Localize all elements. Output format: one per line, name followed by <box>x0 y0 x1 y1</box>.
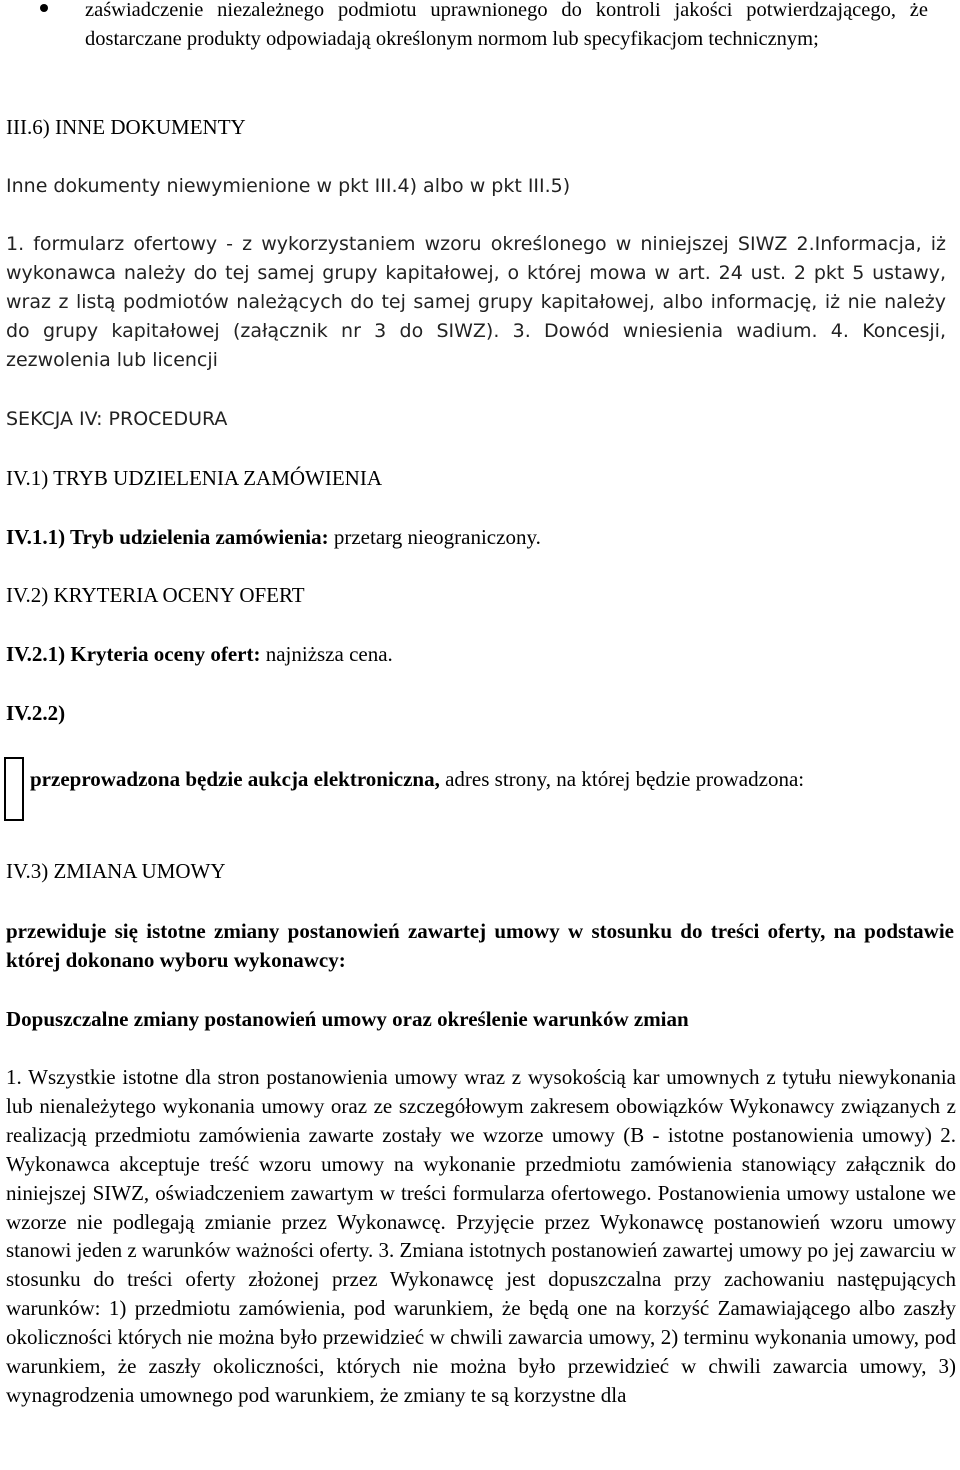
section-title-iv: SEKCJA IV: PROCEDURA <box>6 408 228 430</box>
section-heading-iv1: IV.1) TRYB UDZIELENIA ZAMÓWIENIA <box>6 466 383 490</box>
section-iii6-intro: Inne dokumenty niewymienione w pkt III.4) albo w pkt III.5) <box>6 175 571 197</box>
iv3-statement: przewiduje się istotne zmiany postanowień zawartej umowy w stosunku do treści oferty, na podstawie której dokonano wyboru wykonawcy: <box>6 919 954 972</box>
auction-checkbox[interactable] <box>4 757 24 821</box>
section-heading-iv2: IV.2) KRYTERIA OCENY OFERT <box>6 583 305 607</box>
iv22-label: IV.2.2) <box>6 701 66 725</box>
section-heading-iii6: III.6) INNE DOKUMENTY <box>6 115 246 139</box>
iv11-label: IV.1.1) Tryb udzielenia zamówienia: <box>6 525 329 549</box>
auction-rest: adres strony, na której będzie prowadzona: <box>445 767 805 791</box>
section-iii6-text: 1. formularz ofertowy - z wykorzystaniem wzoru określonego w niniejszej SIWZ 2.Informacja, iż wykonawca należy do tej samej grupy kapitałowej, o której mowa w art. 24 ust. 2 pkt 5 ustawy, wraz z listą podmiotów należących do tej samej grupy kapitałowej, albo informację, iż nie należy do grupy kapitałowej (załącznik nr 3 do SIWZ). 3. Dowód wniesienia wadium. 4. Koncesji, zezwolenia lub licencji <box>6 233 946 371</box>
bullet-text: zaświadczenie niezależnego podmiotu uprawnionego do kontroli jakości potwierdzającego, że dostarczane produkty odpowiadają określonym normom lub specyfikacjom technicznym; <box>85 0 928 50</box>
section-heading-iv3: IV.3) ZMIANA UMOWY <box>6 859 226 883</box>
bullet-icon <box>40 4 48 12</box>
auction-bold: przeprowadzona będzie aukcja elektroniczna, <box>30 767 440 791</box>
auction-text <box>30 765 880 794</box>
iv21-value: najniższa cena. <box>265 642 393 666</box>
iv3-subheading: Dopuszczalne zmiany postanowień umowy oraz określenie warunków zmian <box>6 1007 689 1031</box>
iv21-row <box>6 640 954 669</box>
iv21-label: IV.2.1) Kryteria oceny ofert: <box>6 642 261 666</box>
iv11-value: przetarg nieograniczony. <box>333 525 541 549</box>
iv3-body: 1. Wszystkie istotne dla stron postanowienia umowy wraz z wysokością kar umownych z tytułu niewykonania lub nienależytego wykonania umowy oraz ze szczegółowym zakresem obowiązków Wykonawcy związanych z realizacją przedmiotu zamówienia zawarte zostały we wzorze umowy (B - istotne postanowienia umowy) 2. Wykonawca akceptuje treść wzoru umowy na wykonanie przedmiotu zamówienia stanowiący załącznik do niniejszej SIWZ, oświadczeniem zawartym w treści formularza ofertowego. Postanowienia umowy ustalone we wzorze nie podlegają zmianie przez Wykonawcę. Przyjęcie przez Wykonawcę postanowień wzoru umowy stanowi jeden z warunków ważności oferty. 3. Zmiana istotnych postanowień zawartej umowy po jej zawarciu w stosunku do treści oferty złożonej przez Wykonawcę jest dopuszczalna przy zachowaniu następujących warunków: 1) przedmiotu zamówienia, pod warunkiem, że będą one na korzyść Zamawiającego albo zaszły okoliczności których nie można było przewidzieć w chwili zawarcia umowy, 2) terminu wykonania umowy, pod warunkiem, że zaszły okoliczności, których nie można było przewidzieć w chwili zawarcia umowy, 3) wynagrodzenia umownego pod warunkiem, że zmiany te są korzystne dla <box>6 1065 956 1407</box>
iv11-row <box>6 523 954 552</box>
